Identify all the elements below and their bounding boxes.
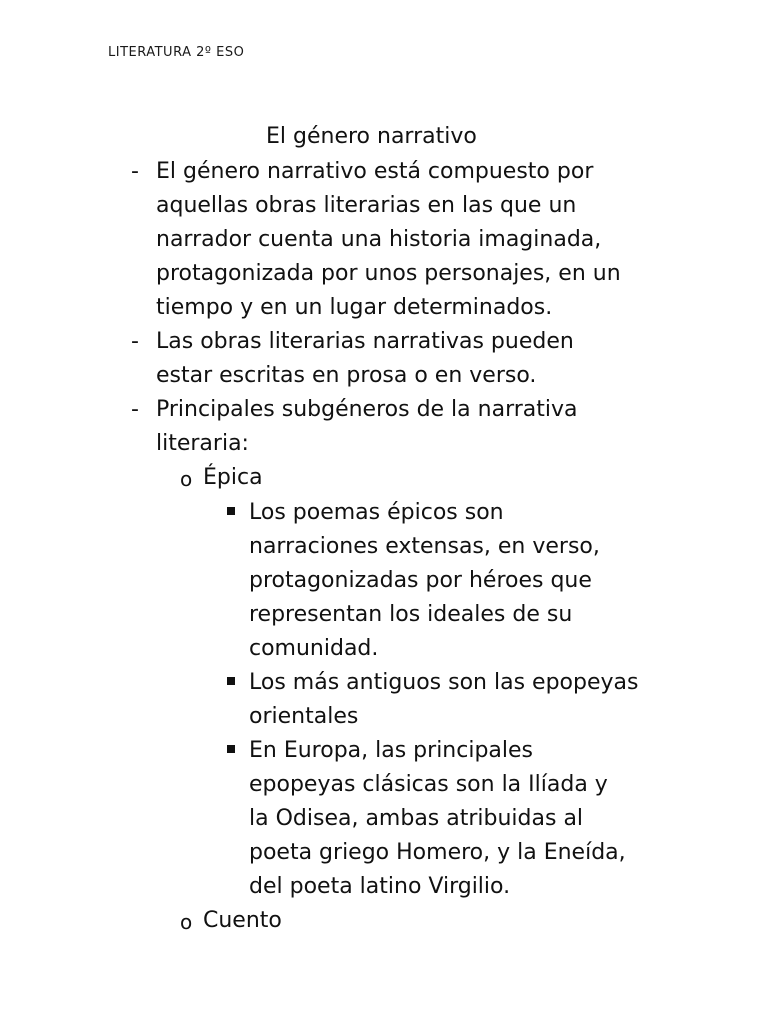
dash-marker: - <box>131 397 139 422</box>
square-bullet-icon <box>227 507 235 515</box>
epica-item-1-line-3: protagonizadas por héroes que <box>249 568 592 593</box>
epica-item-1-line-4: representan los ideales de su <box>249 602 573 627</box>
epica-item-1-line-2: narraciones extensas, en verso, <box>249 534 600 559</box>
epica-item-3-line-4: poeta griego Homero, y la Eneída, <box>249 840 626 865</box>
subgenre-epica-label: Épica <box>203 465 263 490</box>
bullet-1-line-1: El género narrativo está compuesto por <box>156 159 594 184</box>
bullet-1-line-4: protagonizada por unos personajes, en un <box>156 261 621 286</box>
bullet-1-line-3: narrador cuenta una historia imaginada, <box>156 227 602 252</box>
subgenre-cuento-label: Cuento <box>203 908 282 933</box>
epica-item-3-line-2: epopeyas clásicas son la Ilíada y <box>249 772 608 797</box>
bullet-3-line-1: Principales subgéneros de la narrativa <box>156 397 578 422</box>
square-bullet-icon <box>227 677 235 685</box>
epica-item-2-line-1: Los más antiguos son las epopeyas <box>249 670 639 695</box>
epica-item-2-line-2: orientales <box>249 704 359 729</box>
dash-marker: - <box>131 159 139 184</box>
circle-marker: o <box>180 910 193 934</box>
epica-item-1-line-1: Los poemas épicos son <box>249 500 504 525</box>
square-bullet-icon <box>227 745 235 753</box>
bullet-2-line-2: estar escritas en prosa o en verso. <box>156 363 537 388</box>
epica-item-3-line-3: la Odisea, ambas atribuidas al <box>249 806 584 831</box>
bullet-1-line-2: aquellas obras literarias en las que un <box>156 193 577 218</box>
bullet-2-line-1: Las obras literarias narrativas pueden <box>156 329 574 354</box>
bullet-3-line-2: literaria: <box>156 431 249 456</box>
document-title: El género narrativo <box>266 124 477 149</box>
epica-item-3-line-1: En Europa, las principales <box>249 738 534 763</box>
dash-marker: - <box>131 329 139 354</box>
page-header: LITERATURA 2º ESO <box>108 45 245 60</box>
bullet-1-line-5: tiempo y en un lugar determinados. <box>156 295 553 320</box>
circle-marker: o <box>180 467 193 491</box>
epica-item-3-line-5: del poeta latino Virgilio. <box>249 874 511 899</box>
epica-item-1-line-5: comunidad. <box>249 636 379 661</box>
